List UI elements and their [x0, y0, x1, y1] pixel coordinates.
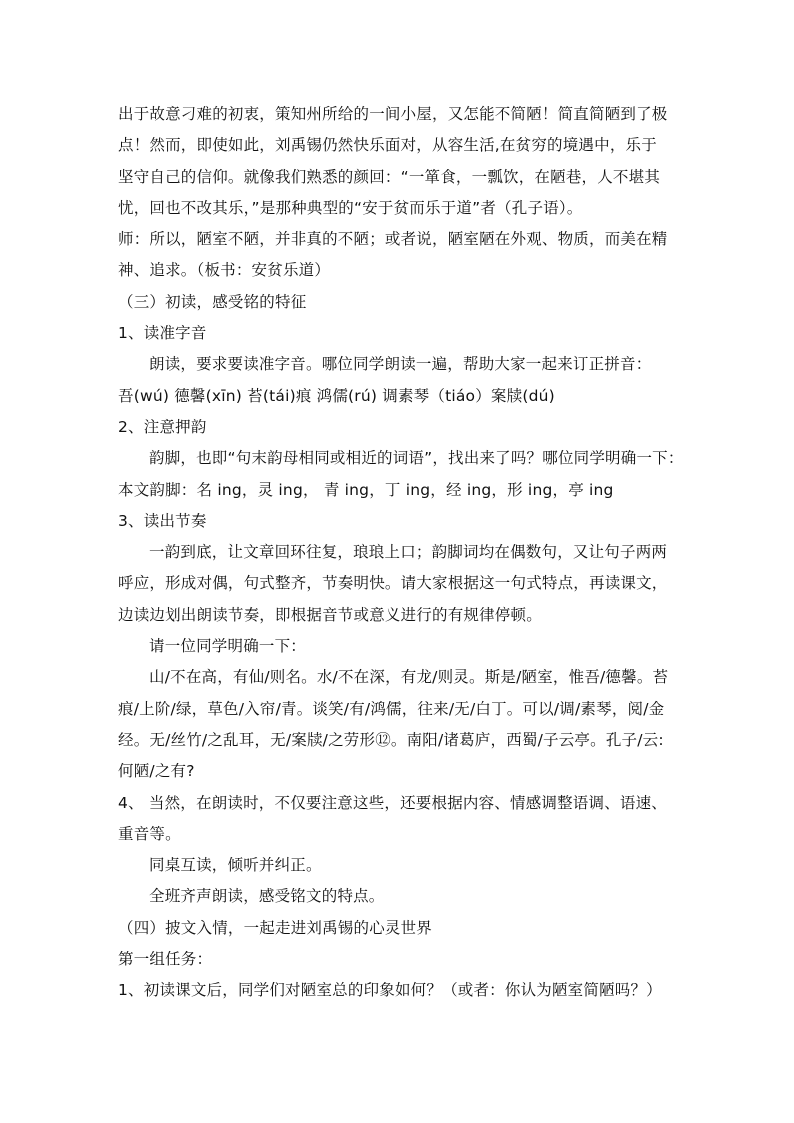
- rhythm-text-line: 何陋/之有?: [118, 762, 195, 781]
- paragraph-line: 重音等。: [118, 824, 181, 843]
- paragraph-line: 同桌互读，倾听并纠正。: [149, 856, 322, 875]
- subsection-heading: 1、读准字音: [118, 324, 207, 343]
- paragraph-line: 朗读，要求要读准字音。哪位同学朗读一遍，帮助大家一起来订正拼音：: [149, 355, 652, 374]
- paragraph-line: 全班齐声朗读，感受铭文的特点。: [149, 887, 385, 906]
- text-line: 坚守自己的信仰。就像我们熟悉的颜回：“一箪食，一瓢饮，在陋巷，人不堪其: [118, 167, 661, 186]
- subsection-heading: 2、注意押韵: [118, 417, 207, 436]
- task-item: 1、初读课文后，同学们对陋室总的印象如何？（或者：你认为陋室简陋吗？）: [118, 981, 662, 1000]
- pinyin-line: 吾(wú) 德馨(xīn) 苔(tái)痕 鸿儒(rú) 调素琴（tiáo）案牍(dú): [118, 386, 555, 405]
- paragraph-line: 呼应，形成对偶，句式整齐，节奏明快。请大家根据这一句式特点，再读课文，: [118, 574, 668, 593]
- text-line: 忧，回也不改其乐，”是那种典型的“安于贫而乐于道”者（孔子语）。: [118, 198, 583, 217]
- text-line: 点！然而，即使如此，刘禹锡仍然快乐面对，从容生活,在贫穷的境遇中，乐于: [118, 136, 657, 155]
- rhythm-text-line: 山/不在高，有仙/则名。水/不在深，有龙/则灵。斯是/陋室，惟吾/德馨。苔: [149, 668, 669, 687]
- rhythm-text-line: 经。无/丝竹/之乱耳，无/案牍/之劳形⑫。南阳/诸葛庐，西蜀/子云亭。孔子/云:: [118, 730, 664, 749]
- section-heading: （四）披文入情，一起走进刘禹锡的心灵世界: [118, 918, 433, 937]
- document-page: [118, 99, 684, 1007]
- teacher-line: 师：所以，陋室不陋，并非真的不陋；或者说，陋室陋在外观、物质，而美在精: [118, 230, 668, 249]
- subsection-heading: 4、 当然，在朗读时，不仅要注意这些，还要根据内容、情感调整语调、语速、: [118, 793, 667, 812]
- task-group-heading: 第一组任务：: [118, 950, 213, 969]
- paragraph-line: 韵脚，也即“句末韵母相同或相近的词语”，找出来了吗？哪位同学明确一下：: [149, 449, 684, 468]
- text-line: 出于故意刁难的初衷，策知州所给的一间小屋，又怎能不简陋！简直简陋到了极: [118, 105, 668, 123]
- paragraph-line: 请一位同学明确一下：: [149, 637, 307, 656]
- paragraph-line: 边读边划出朗读节奏，即根据音节或意义进行的有规律停顿。: [118, 605, 542, 624]
- rhyme-line: 本文韵脚：名 ing，灵 ing， 青 ing，丁 ing，经 ing，形 ing，亭 ing: [118, 480, 614, 499]
- text-line: 神、追求。（板书：安贫乐道）: [118, 261, 331, 280]
- subsection-heading: 3、读出节奏: [118, 511, 207, 530]
- paragraph-line: 一韵到底，让文章回环往复，琅琅上口；韵脚词均在偶数句，又让句子两两: [149, 543, 668, 562]
- section-heading: （三）初读，感受铭的特征: [118, 292, 307, 311]
- rhythm-text-line: 痕/上阶/绿，草色/入帘/青。谈笑/有/鸿儒，往来/无/白丁。可以/调/素琴，阅/金: [118, 699, 665, 718]
